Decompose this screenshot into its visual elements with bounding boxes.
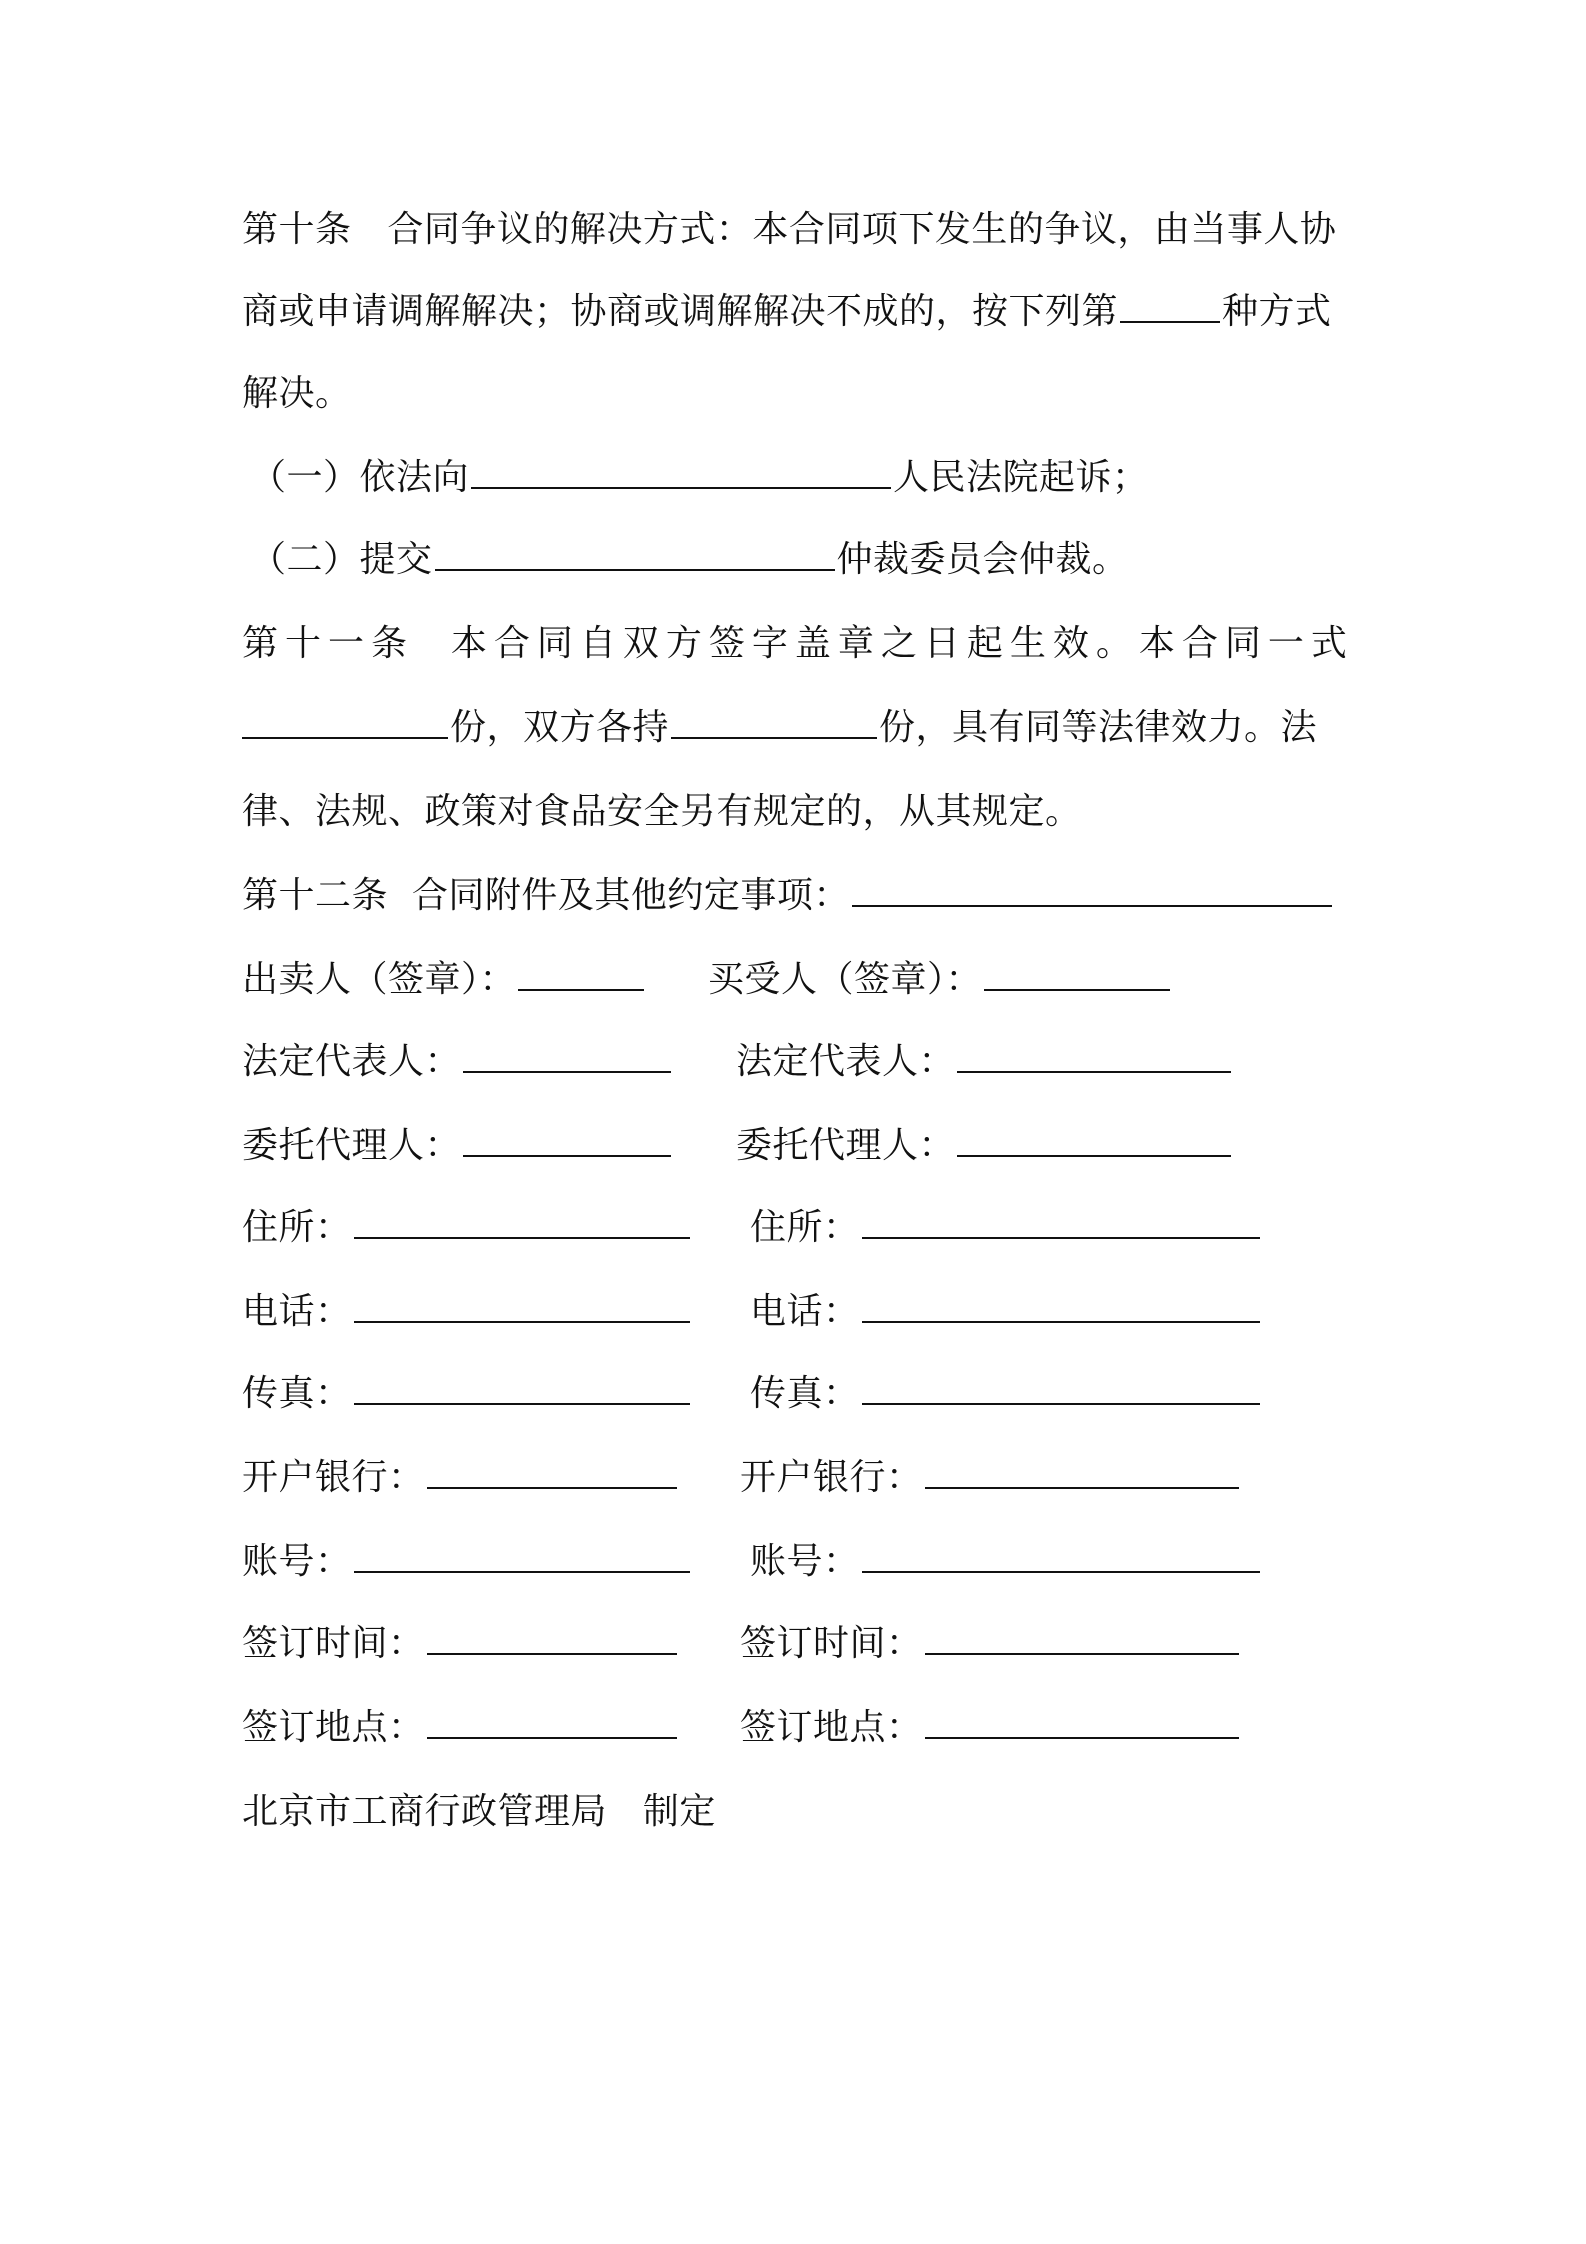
legal-rep-blank-right[interactable] — [957, 1041, 1231, 1073]
address-label-right: 住所： — [750, 1207, 860, 1248]
legal-rep-label-left: 法定代表人： — [242, 1041, 462, 1082]
agent-blank-left[interactable] — [463, 1125, 671, 1157]
copies-each-blank[interactable] — [671, 707, 877, 739]
fax-blank-right[interactable] — [862, 1373, 1260, 1405]
account-blank-left[interactable] — [354, 1541, 690, 1573]
article-11-text-2a: 份，双方各持 — [450, 707, 670, 748]
seller-signature-row — [242, 958, 646, 1002]
article-11-line-3: 律、法规、政策对食品安全另有规定的，从其规定。 — [242, 791, 1082, 832]
phone-blank-right[interactable] — [862, 1291, 1260, 1323]
sig-row-date-left — [242, 1622, 679, 1666]
court-name-blank[interactable] — [471, 457, 891, 489]
bank-blank-left[interactable] — [427, 1457, 677, 1489]
sig-row-date-right — [740, 1622, 1241, 1666]
legal-rep-blank-left[interactable] — [463, 1041, 671, 1073]
phone-blank-left[interactable] — [354, 1291, 690, 1323]
article-10-line-2 — [242, 290, 1332, 334]
fax-label-left: 传真： — [242, 1373, 352, 1414]
article-11-line-2 — [242, 706, 1317, 750]
agent-label-right: 委托代理人： — [736, 1125, 956, 1166]
sig-row-phone-left — [242, 1290, 692, 1334]
article-10-text-1: 合同争议的解决方式：本合同项下发生的争议，由当事人协 — [387, 209, 1337, 250]
article-12-heading: 第十二条 — [242, 875, 389, 916]
article-10-line-1 — [242, 208, 1336, 252]
copies-total-blank[interactable] — [242, 707, 448, 739]
article-12-line — [242, 874, 1334, 918]
issuer-name: 北京市工商行政管理局 — [242, 1791, 608, 1832]
fax-label-right: 传真： — [750, 1373, 860, 1414]
article-10-line-3: 解决。 — [242, 373, 352, 414]
method-number-blank[interactable] — [1120, 291, 1220, 323]
date-blank-right[interactable] — [925, 1623, 1239, 1655]
sig-row-legal-rep-right — [736, 1040, 1233, 1084]
legal-rep-label-right: 法定代表人： — [736, 1041, 956, 1082]
address-label-left: 住所： — [242, 1207, 352, 1248]
sig-row-phone-right — [750, 1290, 1262, 1334]
option-2-prefix: （二）提交 — [250, 539, 433, 580]
sig-row-account-left — [242, 1540, 692, 1584]
buyer-label: 买受人（签章）： — [708, 959, 983, 1000]
address-blank-left[interactable] — [354, 1207, 690, 1239]
account-label-right: 账号： — [750, 1541, 860, 1582]
attachments-blank[interactable] — [852, 875, 1332, 907]
sig-row-agent-left — [242, 1124, 673, 1168]
sig-row-place-right — [740, 1706, 1241, 1750]
phone-label-right: 电话： — [750, 1291, 860, 1332]
date-blank-left[interactable] — [427, 1623, 677, 1655]
phone-label-left: 电话： — [242, 1291, 352, 1332]
sig-row-fax-right — [750, 1372, 1262, 1416]
agent-label-left: 委托代理人： — [242, 1125, 462, 1166]
option-2-suffix: 仲裁委员会仲裁。 — [836, 539, 1129, 580]
option-1-suffix: 人民法院起诉； — [893, 457, 1149, 498]
article-11-heading: 第十一条 — [242, 623, 415, 664]
sig-row-agent-right — [736, 1124, 1233, 1168]
article-11-text-2b: 份，具有同等法律效力。法 — [879, 707, 1318, 748]
article-10-option-2 — [250, 538, 1129, 582]
sig-row-account-right — [750, 1540, 1262, 1584]
sig-row-address-right — [750, 1206, 1262, 1250]
date-label-right: 签订时间： — [740, 1623, 923, 1664]
agent-blank-right[interactable] — [957, 1125, 1231, 1157]
bank-blank-right[interactable] — [925, 1457, 1239, 1489]
sig-row-fax-left — [242, 1372, 692, 1416]
buyer-signature-row — [708, 958, 1172, 1002]
issuer-footer — [242, 1790, 716, 1834]
place-label-left: 签订地点： — [242, 1707, 425, 1748]
article-10-heading: 第十条 — [242, 209, 352, 250]
place-label-right: 签订地点： — [740, 1707, 923, 1748]
sig-row-legal-rep-left — [242, 1040, 673, 1084]
option-1-prefix: （一）依法向 — [250, 457, 470, 498]
bank-label-left: 开户银行： — [242, 1457, 425, 1498]
sig-row-place-left — [242, 1706, 679, 1750]
seller-sign-blank[interactable] — [518, 959, 644, 991]
article-10-text-2b: 种方式 — [1222, 291, 1332, 332]
sig-row-bank-left — [242, 1456, 679, 1500]
sig-row-address-left — [242, 1206, 692, 1250]
account-label-left: 账号： — [242, 1541, 352, 1582]
article-11-line-1 — [242, 622, 1354, 666]
article-10-text-2: 商或申请调解解决；协商或调解解决不成的，按下列第 — [242, 291, 1119, 332]
article-12-text: 合同附件及其他约定事项： — [411, 875, 850, 916]
sig-row-bank-right — [740, 1456, 1241, 1500]
article-11-text-1: 本合同自双方签字盖章之日起生效。本合同一式 — [450, 623, 1354, 664]
seller-label: 出卖人（签章）： — [242, 959, 517, 1000]
fax-blank-left[interactable] — [354, 1373, 690, 1405]
issuer-made: 制定 — [642, 1791, 716, 1832]
article-10-option-1 — [250, 456, 1149, 500]
buyer-sign-blank[interactable] — [984, 959, 1170, 991]
account-blank-right[interactable] — [862, 1541, 1260, 1573]
place-blank-right[interactable] — [925, 1707, 1239, 1739]
arbitration-name-blank[interactable] — [435, 539, 835, 571]
place-blank-left[interactable] — [427, 1707, 677, 1739]
bank-label-right: 开户银行： — [740, 1457, 923, 1498]
date-label-left: 签订时间： — [242, 1623, 425, 1664]
address-blank-right[interactable] — [862, 1207, 1260, 1239]
